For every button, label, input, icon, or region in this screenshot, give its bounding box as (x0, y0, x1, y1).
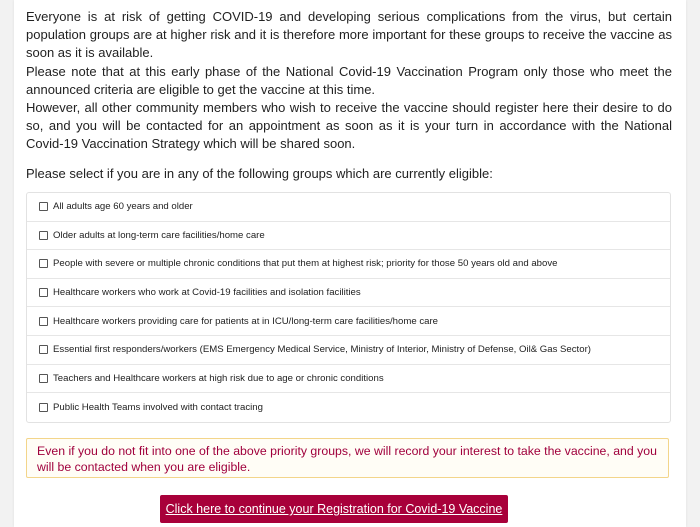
group-label: Teachers and Healthcare workers at high risk due to age or chronic conditions (53, 372, 384, 384)
intro-paragraph-risk: Everyone is at risk of getting COVID-19 and developing serious complications from the virus, but certain population groups are at higher risk and it is therefore more important for these groups to receive the vaccine as soon as it is available. (26, 9, 672, 61)
content-panel (14, 0, 686, 527)
group-label: Healthcare workers providing care for patients at in ICU/long-term care facilities/home care (53, 315, 438, 327)
group-label: All adults age 60 years and older (53, 201, 193, 213)
group-option[interactable] (27, 222, 670, 251)
group-label: People with severe or multiple chronic conditions that put them at highest risk; priority for those 50 years old and above (53, 258, 558, 270)
intro-paragraph-eligibility: Please note that at this early phase of the National Covid-19 Vaccination Program only those who meet the announced criteria are eligible to get the vaccine at this time. (26, 63, 672, 97)
group-option[interactable] (27, 365, 670, 394)
group-label: Older adults at long-term care facilities/home care (53, 229, 265, 241)
group-checkbox[interactable] (39, 345, 48, 354)
group-label: Essential first responders/workers (EMS Emergency Medical Service, Ministry of Interior, Ministry of Defense, Oil& Gas Sector) (53, 344, 591, 356)
group-option[interactable] (27, 336, 670, 365)
group-checkbox[interactable] (39, 231, 48, 240)
group-option[interactable] (27, 307, 670, 336)
group-label: Healthcare workers who work at Covid-19 facilities and isolation facilities (53, 287, 361, 299)
group-option[interactable] (27, 250, 670, 279)
group-checkbox[interactable] (39, 374, 48, 383)
priority-notice: Even if you do not fit into one of the above priority groups, we will record your interest to take the vaccine, and you will be contacted when you are eligible. (26, 438, 669, 478)
group-checkbox[interactable] (39, 259, 48, 268)
group-checkbox[interactable] (39, 403, 48, 412)
group-checkbox[interactable] (39, 202, 48, 211)
group-option[interactable] (27, 193, 670, 222)
eligibility-group-list (26, 192, 671, 423)
group-label: Public Health Teams involved with contact tracing (53, 401, 263, 413)
group-option[interactable] (27, 279, 670, 308)
continue-registration-button[interactable]: Click here to continue your Registration for Covid-19 Vaccine (160, 495, 508, 523)
group-checkbox[interactable] (39, 317, 48, 326)
group-checkbox[interactable] (39, 288, 48, 297)
intro-text (26, 8, 672, 154)
intro-paragraph-registration: However, all other community members who wish to receive the vaccine should register here their desire to do so, and you will be contacted for an appointment as soon as it is your turn in accordance with the National Covid-19 Vaccination Strategy which will be shared soon. (26, 100, 672, 152)
group-select-prompt: Please select if you are in any of the following groups which are currently eligible: (26, 166, 493, 181)
group-option[interactable] (27, 393, 670, 422)
